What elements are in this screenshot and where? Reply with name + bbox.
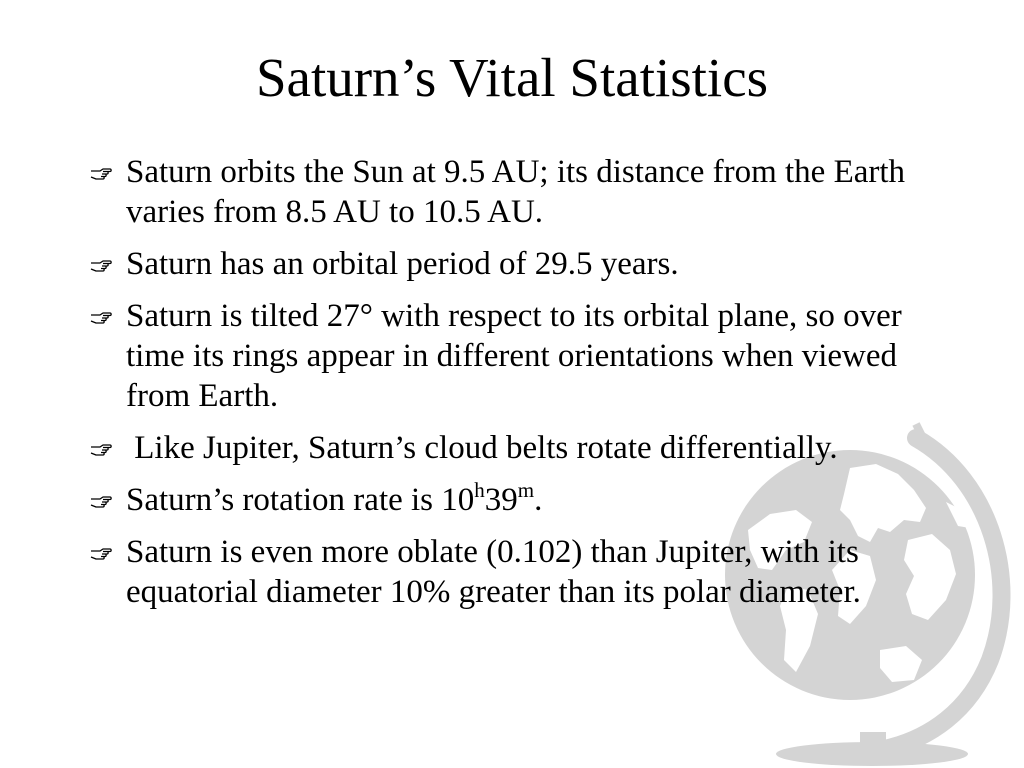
pointing-hand-icon	[90, 164, 112, 182]
bullet-text: Saturn has an orbital period of 29.5 years.	[126, 246, 679, 282]
bullet-text-prefix: Saturn’s rotation rate is 10	[126, 482, 475, 518]
bullet-list	[90, 152, 950, 624]
hours-superscript: h	[474, 478, 485, 502]
bullet-text: Saturn is even more oblate (0.102) than Jupiter, with its equatorial diameter 10% greater than its polar diameter.	[126, 534, 861, 610]
bullet-orbital-period	[90, 244, 950, 284]
bullet-text: Like Jupiter, Saturn’s cloud belts rotate differentially.	[126, 430, 838, 466]
bullet-orbit-distance	[90, 152, 950, 232]
bullet-rotation-rate	[90, 480, 950, 520]
pointing-hand-icon	[90, 492, 112, 510]
slide-title: Saturn’s Vital Statistics	[255, 47, 769, 108]
bullet-text-suffix: .	[534, 482, 543, 518]
pointing-hand-icon	[90, 308, 112, 326]
bullet-text: Saturn is tilted 27° with respect to its orbital plane, so over time its rings appear in different orientations when viewed from Earth.	[126, 298, 902, 414]
bullet-axial-tilt	[90, 296, 950, 416]
bullet-text-mid: 39	[484, 482, 518, 518]
pointing-hand-icon	[90, 256, 112, 274]
bullet-differential-rotation	[90, 428, 950, 468]
minutes-superscript: m	[517, 478, 535, 502]
bullet-text: Saturn orbits the Sun at 9.5 AU; its distance from the Earth varies from 8.5 AU to 10.5 AU.	[126, 154, 906, 230]
bullet-oblateness	[90, 532, 950, 612]
pointing-hand-icon	[90, 440, 112, 458]
pointing-hand-icon	[90, 544, 112, 562]
